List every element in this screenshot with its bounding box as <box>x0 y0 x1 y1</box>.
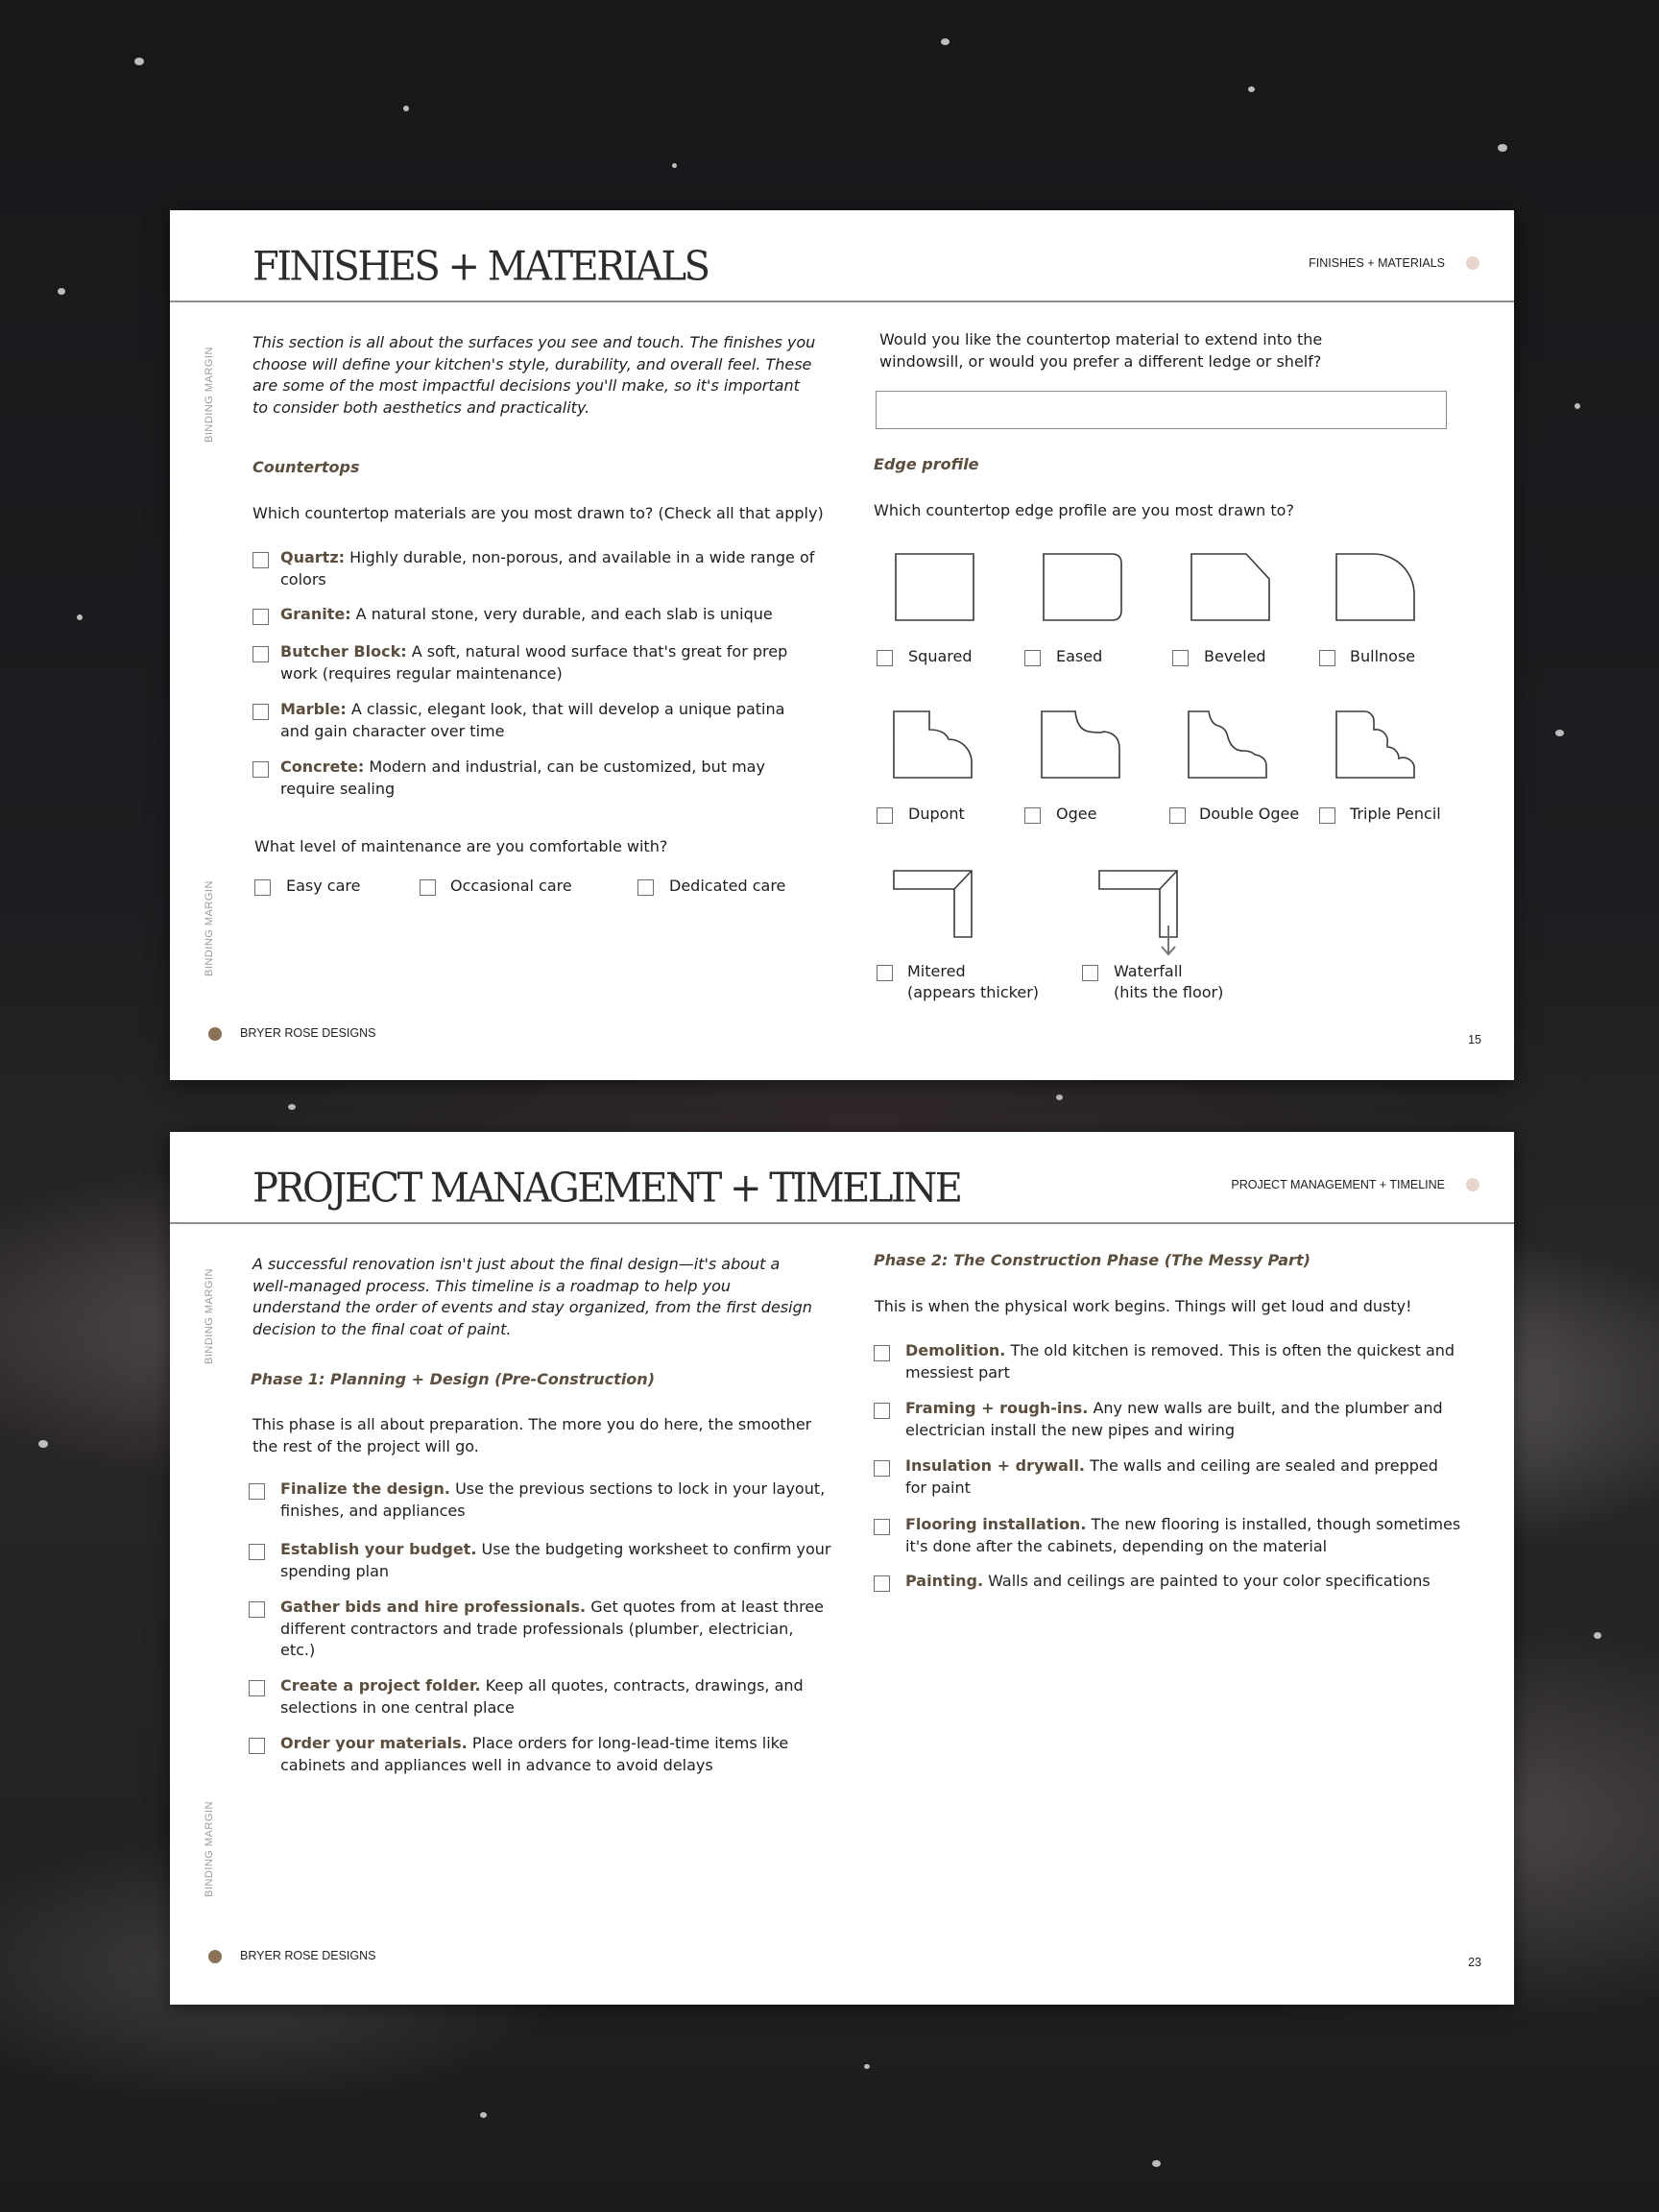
squared-checkbox[interactable] <box>877 650 893 666</box>
windowsill-answer-input[interactable] <box>876 391 1447 429</box>
page-finishes-materials <box>170 210 1514 1080</box>
bullnose-edge-icon <box>1335 553 1416 622</box>
finalize-design-item: Finalize the design. Use the previous sections to lock in your layout, finishes, and appliances <box>280 1479 826 1520</box>
marble-option: Marble: A classic, elegant look, that will develop a unique patina and gain character over time <box>280 700 785 740</box>
running-header: PROJECT MANAGEMENT + TIMELINE <box>1231 1178 1445 1191</box>
squared-label: Squared <box>908 647 973 665</box>
page-number: 23 <box>1468 1956 1481 1969</box>
binding-margin-label: BINDING MARGIN <box>204 347 215 443</box>
framing-item: Framing + rough-ins. Any new walls are built, and the plumber and electrician install the new pipes and wiring <box>905 1399 1443 1439</box>
running-header: FINISHES + MATERIALS <box>1309 256 1445 270</box>
demolition-checkbox[interactable] <box>874 1345 890 1361</box>
granite-checkbox[interactable] <box>252 609 269 625</box>
gather-bids-item: Gather bids and hire professionals. Get quotes from at least three different contractors and trade professionals (plumber, electrician, etc.) <box>280 1598 825 1659</box>
concrete-option: Concrete: Modern and industrial, can be customized, but may require sealing <box>280 757 765 798</box>
phase2-intro: This is when the physical work begins. Things will get loud and dusty! <box>875 1297 1412 1315</box>
intro-text: A successful renovation isn't just about the final design—it's about a well-managed process. This timeline is a roadmap to help you understand the order of events and stay organized, from the first design decision to the final coat of paint. <box>252 1255 812 1338</box>
edge-profile-heading: Edge profile <box>874 455 979 473</box>
waterfall-label: Waterfall <box>1114 962 1183 980</box>
maintenance-question: What level of maintenance are you comfortable with? <box>254 837 668 855</box>
finalize-design-checkbox[interactable] <box>249 1483 265 1500</box>
establish-budget-checkbox[interactable] <box>249 1544 265 1560</box>
granite-option: Granite: A natural stone, very durable, and each slab is unique <box>280 605 773 623</box>
mitered-edge-icon <box>893 870 974 939</box>
painting-checkbox[interactable] <box>874 1575 890 1592</box>
dupont-edge-icon <box>893 710 974 780</box>
page-title: FINISHES + MATERIALS <box>252 243 709 291</box>
squared-edge-icon <box>895 553 975 622</box>
gather-bids-checkbox[interactable] <box>249 1601 265 1618</box>
triple-pencil-edge-icon <box>1335 710 1416 780</box>
concrete-checkbox[interactable] <box>252 761 269 778</box>
countertops-heading: Countertops <box>252 458 360 476</box>
quartz-checkbox[interactable] <box>252 552 269 568</box>
dedicated-care-label: Dedicated care <box>669 877 786 895</box>
page-number: 15 <box>1468 1033 1481 1046</box>
phase1-intro: This phase is all about preparation. The more you do here, the smoother the rest of the project will go. <box>252 1415 812 1455</box>
phase1-heading: Phase 1: Planning + Design (Pre-Construction) <box>251 1370 655 1388</box>
marble-checkbox[interactable] <box>252 704 269 720</box>
demolition-item: Demolition. The old kitchen is removed. This is often the quickest and messiest part <box>905 1341 1455 1382</box>
footer-dot-icon <box>208 1950 222 1963</box>
quartz-option: Quartz: Highly durable, non-porous, and available in a wide range of colors <box>280 548 815 589</box>
order-materials-item: Order your materials. Place orders for long-lead-time items like cabinets and appliances well in advance to avoid delays <box>280 1734 789 1774</box>
bullnose-checkbox[interactable] <box>1319 650 1335 666</box>
edge-profile-question: Which countertop edge profile are you most drawn to? <box>874 501 1294 519</box>
waterfall-checkbox[interactable] <box>1082 965 1098 981</box>
establish-budget-item: Establish your budget. Use the budgeting worksheet to confirm your spending plan <box>280 1540 831 1580</box>
binding-margin-label: BINDING MARGIN <box>204 1268 215 1364</box>
flooring-item: Flooring installation. The new flooring is installed, though sometimes it's done after the cabinets, depending on the material <box>905 1515 1461 1555</box>
project-folder-item: Create a project folder. Keep all quotes, contracts, drawings, and selections in one central place <box>280 1676 804 1717</box>
double-ogee-label: Double Ogee <box>1199 805 1300 823</box>
beveled-checkbox[interactable] <box>1172 650 1189 666</box>
insulation-item: Insulation + drywall. The walls and ceiling are sealed and prepped for paint <box>905 1456 1438 1497</box>
dupont-checkbox[interactable] <box>877 807 893 824</box>
eased-checkbox[interactable] <box>1024 650 1041 666</box>
eased-edge-icon <box>1043 553 1123 622</box>
project-folder-checkbox[interactable] <box>249 1680 265 1696</box>
butcher-block-checkbox[interactable] <box>252 646 269 662</box>
easy-care-label: Easy care <box>286 877 361 895</box>
mitered-label: Mitered <box>907 962 966 980</box>
triple-pencil-label: Triple Pencil <box>1350 805 1441 823</box>
easy-care-checkbox[interactable] <box>254 879 271 896</box>
flooring-checkbox[interactable] <box>874 1519 890 1535</box>
occasional-care-checkbox[interactable] <box>420 879 436 896</box>
waterfall-edge-icon <box>1098 870 1179 966</box>
dupont-label: Dupont <box>908 805 965 823</box>
footer-brand: BRYER ROSE DESIGNS <box>240 1949 376 1962</box>
beveled-edge-icon <box>1190 553 1271 622</box>
ogee-checkbox[interactable] <box>1024 807 1041 824</box>
insulation-checkbox[interactable] <box>874 1460 890 1477</box>
order-materials-checkbox[interactable] <box>249 1738 265 1754</box>
mitered-checkbox[interactable] <box>877 965 893 981</box>
binding-margin-label: BINDING MARGIN <box>204 1801 215 1897</box>
triple-pencil-checkbox[interactable] <box>1319 807 1335 824</box>
footer-dot-icon <box>208 1027 222 1041</box>
binding-margin-label: BINDING MARGIN <box>204 880 215 976</box>
windowsill-question: Would you like the countertop material to extend into the windowsill, or would you prefer a different ledge or shelf? <box>879 330 1323 371</box>
double-ogee-checkbox[interactable] <box>1169 807 1186 824</box>
dedicated-care-checkbox[interactable] <box>637 879 654 896</box>
waterfall-note: (hits the floor) <box>1114 983 1224 1001</box>
ogee-label: Ogee <box>1056 805 1097 823</box>
painting-item: Painting. Walls and ceilings are painted to your color specifications <box>905 1572 1431 1590</box>
intro-text: This section is all about the surfaces you see and touch. The finishes you choose will define your kitchen's style, durability, and overall feel. These are some of the most impactful decisions you'll make, so it's important to consider both aesthetics and practicality. <box>252 333 816 417</box>
eased-label: Eased <box>1056 647 1103 665</box>
ogee-edge-icon <box>1041 710 1121 780</box>
occasional-care-label: Occasional care <box>450 877 572 895</box>
page-project-management <box>170 1132 1514 2005</box>
bullnose-label: Bullnose <box>1350 647 1416 665</box>
page-title: PROJECT MANAGEMENT + TIMELINE <box>252 1165 961 1213</box>
countertop-question: Which countertop materials are you most drawn to? (Check all that apply) <box>252 504 824 522</box>
header-divider <box>170 1222 1514 1224</box>
butcher-block-option: Butcher Block: A soft, natural wood surface that's great for prep work (requires regular maintenance) <box>280 642 788 683</box>
header-dot-icon <box>1466 1178 1479 1191</box>
mitered-note: (appears thicker) <box>907 983 1040 1001</box>
header-divider <box>170 301 1514 302</box>
phase2-heading: Phase 2: The Construction Phase (The Messy Part) <box>874 1251 1310 1269</box>
beveled-label: Beveled <box>1204 647 1266 665</box>
footer-brand: BRYER ROSE DESIGNS <box>240 1026 376 1040</box>
double-ogee-edge-icon <box>1188 710 1268 780</box>
framing-checkbox[interactable] <box>874 1403 890 1419</box>
header-dot-icon <box>1466 256 1479 270</box>
